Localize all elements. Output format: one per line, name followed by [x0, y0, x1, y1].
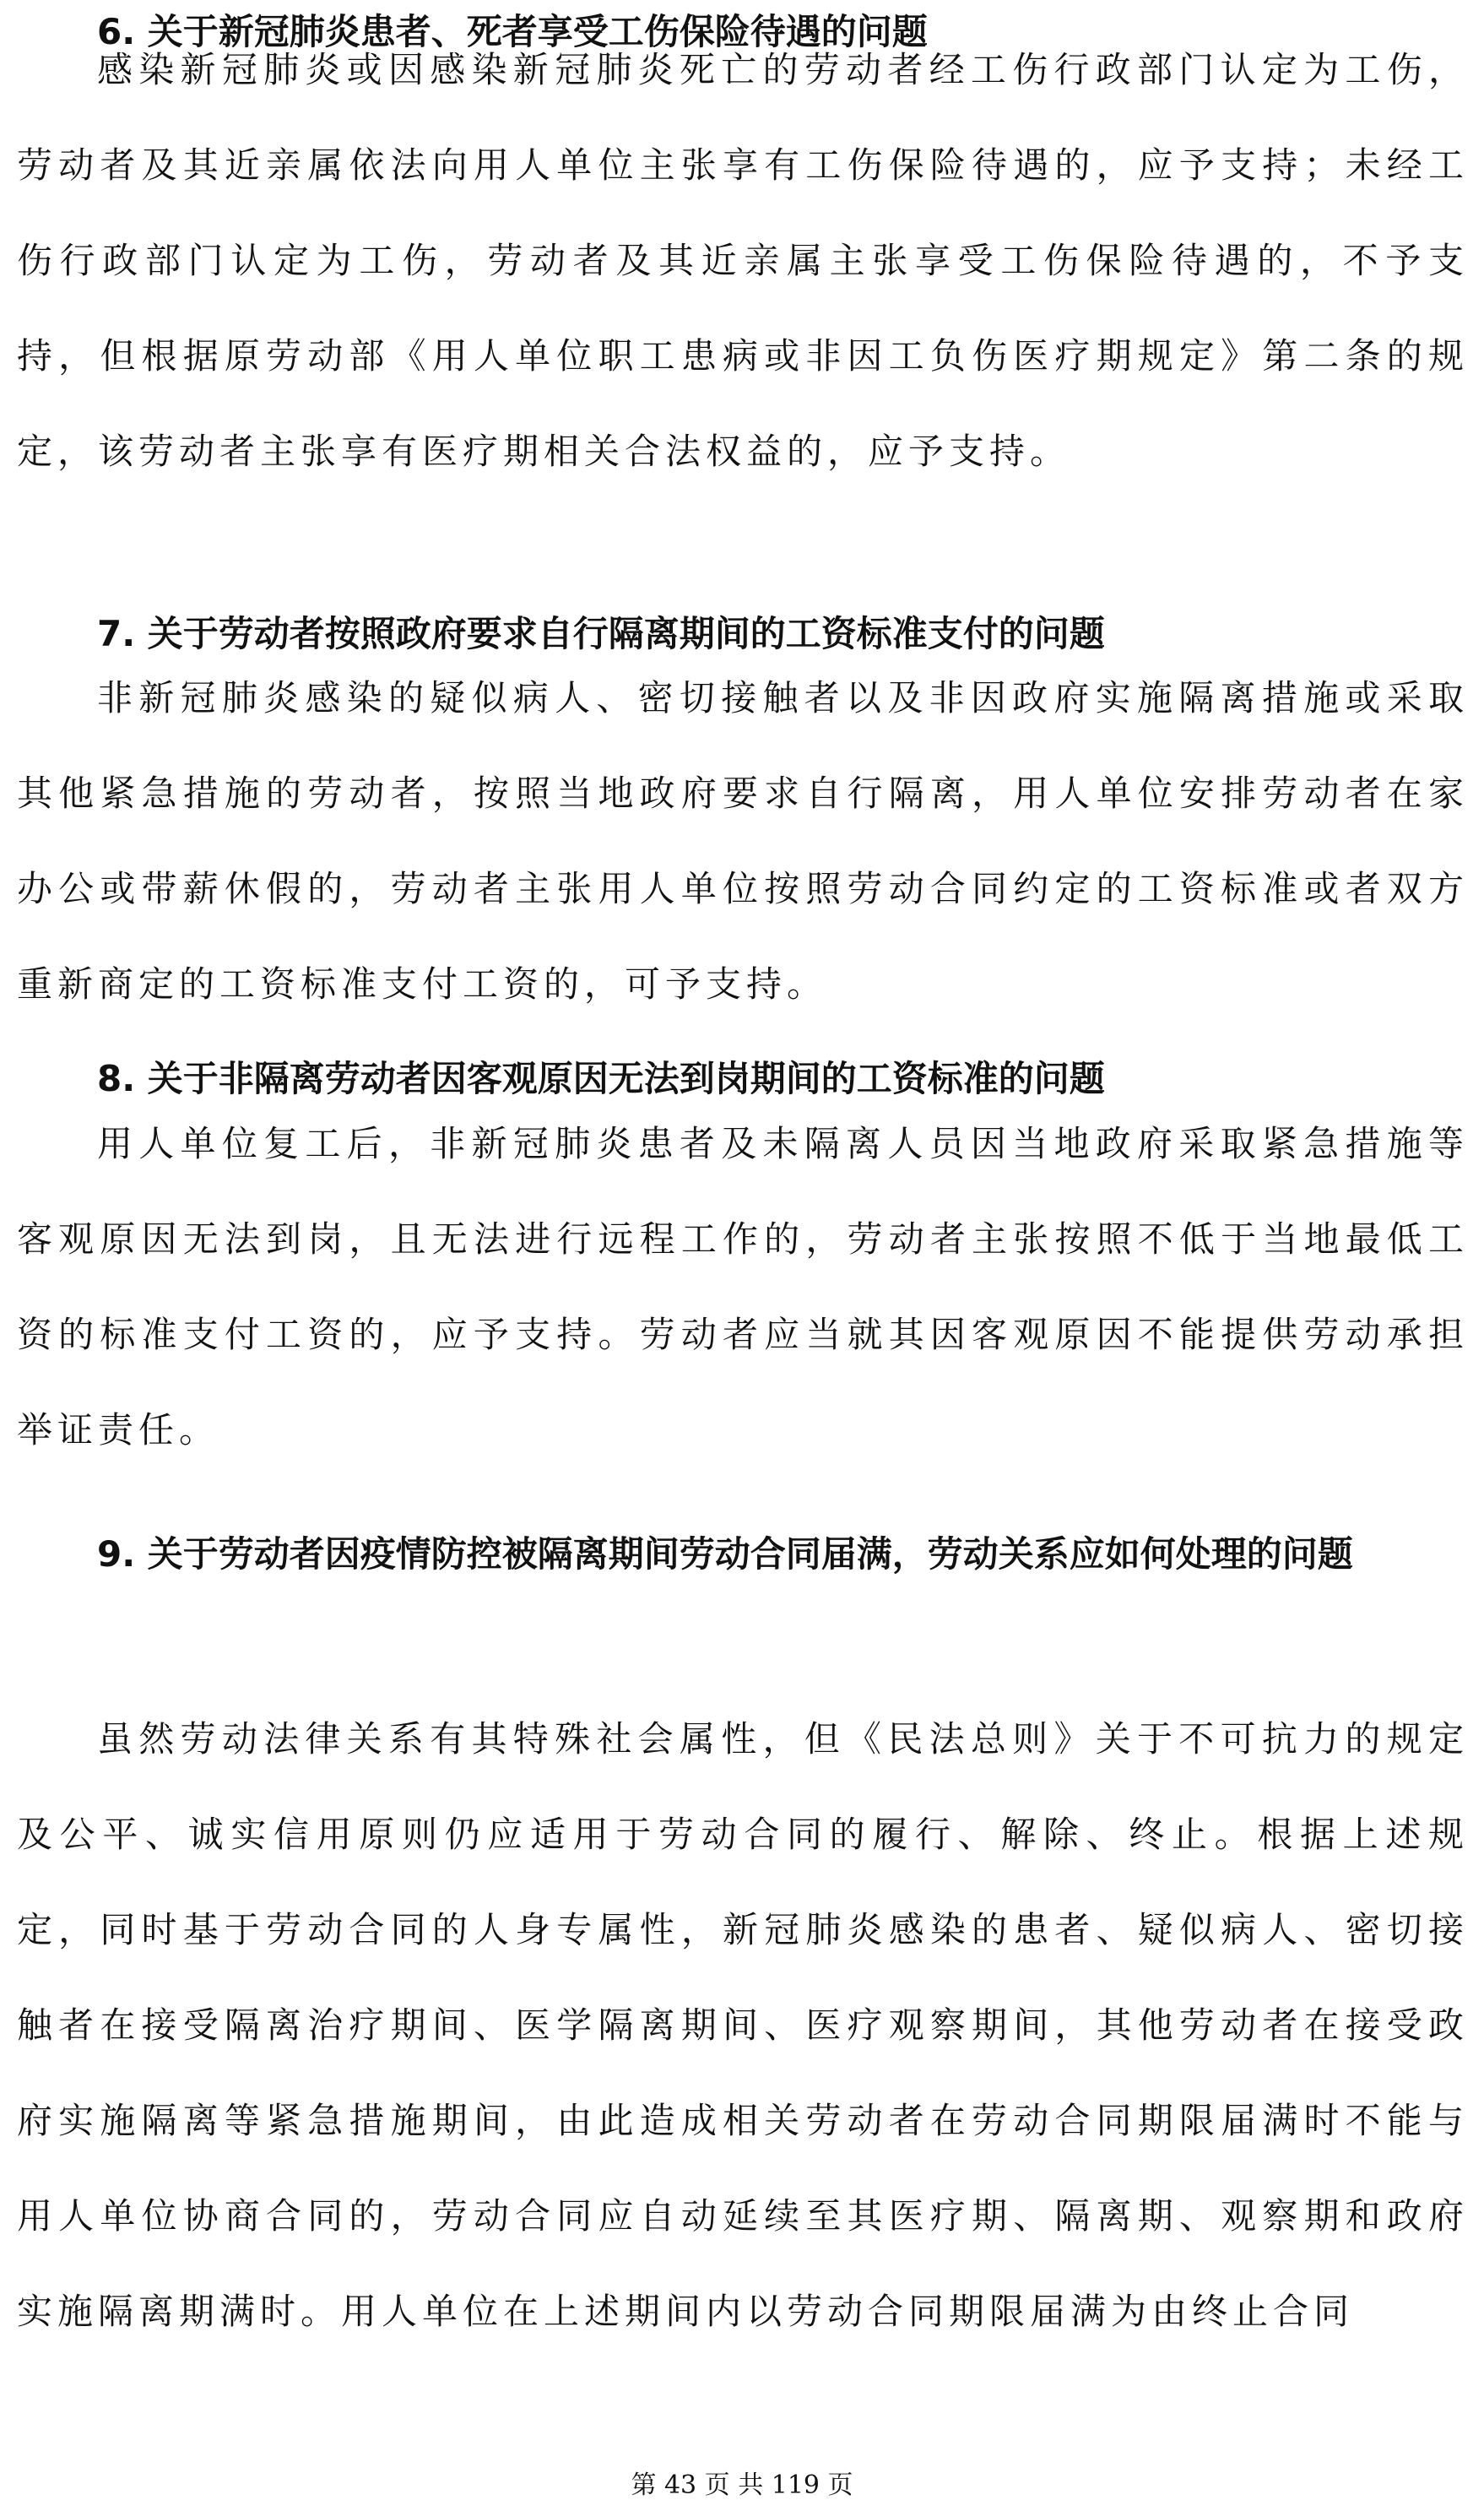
section-paragraph-7: 非新冠肺炎感染的疑似病人、密切接触者以及非因政府实施隔离措施或采取其他紧急措施的劳动者，按照当地政府要求自行隔离，用人单位安排劳动者在家办公或带薪休假的，劳动者主张用人单位按照劳动合同约定的工资标准或者双方重新商定的工资标准支付工资的，可予支持。	[17, 677, 1469, 1005]
section-heading-9: 9. 关于劳动者因疫情防控被隔离期间劳动合同届满，劳动关系应如何处理的问题	[97, 1533, 1353, 1575]
section-paragraph-9: 虽然劳动法律关系有其特殊社会属性，但《民法总则》关于不可抗力的规定及公平、诚实信用原则仍应适用于劳动合同的履行、解除、终止。根据上述规定，同时基于劳动合同的人身专属性，新冠肺炎感染的患者、疑似病人、密切接触者在接受隔离治疗期间、医学隔离期间、医疗观察期间，其他劳动者在接受政府实施隔离等紧急措施期间，由此造成相关劳动者在劳动合同期限届满时不能与用人单位协商合同的，劳动合同应自动延续至其医疗期、隔离期、观察期和政府实施隔离期满时。用人单位在上述期间内以劳动合同期限届满为由终止合同	[17, 1718, 1469, 2332]
section-heading-6: 6. 关于新冠肺炎患者、死者享受工伤保险待遇的问题	[97, 11, 928, 52]
section-paragraph-6: 感染新冠肺炎或因感染新冠肺炎死亡的劳动者经工伤行政部门认定为工伤，劳动者及其近亲属依法向用人单位主张享有工伤保险待遇的，应予支持；未经工伤行政部门认定为工伤，劳动者及其近亲属主张享受工伤保险待遇的，不予支持，但根据原劳动部《用人单位职工患病或非因工负伤医疗期规定》第二条的规定，该劳动者主张享有医疗期相关合法权益的，应予支持。	[17, 49, 1469, 472]
section-paragraph-8: 用人单位复工后，非新冠肺炎患者及未隔离人员因当地政府采取紧急措施等客观原因无法到岗，且无法进行远程工作的，劳动者主张按照不低于当地最低工资的标准支付工资的，应予支持。劳动者应当就其因客观原因不能提供劳动承担举证责任。	[17, 1123, 1469, 1451]
section-heading-7: 7. 关于劳动者按照政府要求自行隔离期间的工资标准支付的问题	[97, 613, 1105, 654]
page-number-footer: 第 43 页 共 119 页	[631, 2470, 853, 2500]
section-heading-8: 8. 关于非隔离劳动者因客观原因无法到岗期间的工资标准的问题	[97, 1058, 1105, 1099]
